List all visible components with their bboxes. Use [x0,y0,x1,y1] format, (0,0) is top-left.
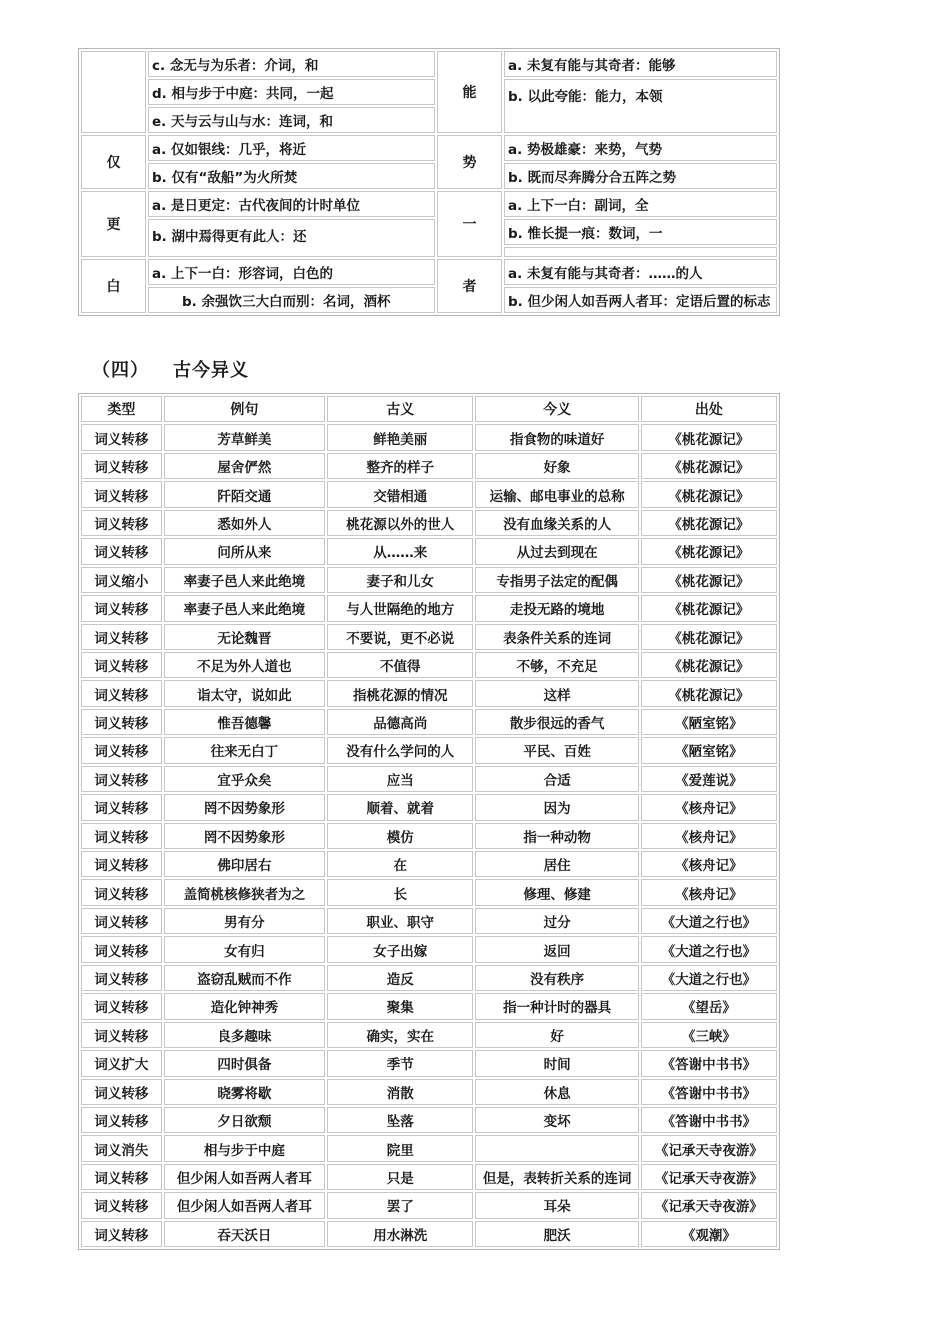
table-header-row [81,396,777,422]
cell-example: 不足为外人道也 [164,652,325,678]
cell-type: 词义转移 [81,823,162,849]
cell-modern-meaning: 因为 [475,794,638,820]
meaning-cell: b. 但少闲人如吾两人者耳：定语后置的标志 [504,287,777,313]
table-row [81,538,777,564]
cell-example: 佛印居右 [164,851,325,877]
cell-ancient-meaning: 模仿 [327,823,473,849]
cell-example: 阡陌交通 [164,481,325,507]
word-row [81,79,777,105]
header-source: 出处 [641,396,777,422]
word-cell-shi: 势 [437,135,502,189]
cell-modern-meaning: 专指男子法定的配偶 [475,567,638,593]
table-row [81,1022,777,1048]
cell-source: 《观潮》 [641,1221,777,1247]
cell-type: 词义转移 [81,481,162,507]
meaning-cell: a. 上下一白：形容词，白色的 [148,259,435,285]
cell-ancient-meaning: 品德高尚 [327,709,473,735]
table-row [81,1192,777,1218]
cell-source: 《记承天寺夜游》 [641,1164,777,1190]
cell-ancient-meaning: 造反 [327,965,473,991]
cell-example: 但少闲人如吾两人者耳 [164,1192,325,1218]
cell-source: 《桃花源记》 [641,595,777,621]
meaning-cell: b. 以此夸能：能力，本领 [504,79,777,133]
cell-type: 词义消失 [81,1135,162,1161]
cell-type: 词义转移 [81,1192,162,1218]
cell-ancient-meaning: 与人世隔绝的地方 [327,595,473,621]
cell-source: 《桃花源记》 [641,652,777,678]
table-row [81,794,777,820]
section-heading [92,356,249,382]
table-row [81,652,777,678]
table-row [81,1079,777,1105]
cell-modern-meaning: 居住 [475,851,638,877]
cell-source: 《答谢中书书》 [641,1050,777,1076]
cell-type: 词义转移 [81,1022,162,1048]
word-meaning-table [78,48,780,316]
meaning-cell: b. 惟长提一痕：数词，一 [504,219,777,245]
section-number: （四） [92,360,149,381]
cell-source: 《望岳》 [641,993,777,1019]
header-ancient-meaning: 古义 [327,396,473,422]
cell-modern-meaning: 指一种计时的器具 [475,993,638,1019]
cell-source: 《大道之行也》 [641,908,777,934]
table-row [81,766,777,792]
cell-ancient-meaning: 季节 [327,1050,473,1076]
cell-type: 词义转移 [81,965,162,991]
table-row [81,1050,777,1076]
cell-example: 但少闲人如吾两人者耳 [164,1164,325,1190]
cell-modern-meaning: 好 [475,1022,638,1048]
cell-example: 造化钟神秀 [164,993,325,1019]
cell-type: 词义转移 [81,766,162,792]
cell-ancient-meaning: 院里 [327,1135,473,1161]
cell-ancient-meaning: 应当 [327,766,473,792]
meaning-cell: a. 仅如银线：几乎，将近 [148,135,435,161]
table-row [81,680,777,706]
cell-source: 《陋室铭》 [641,737,777,763]
word-row [81,163,777,189]
cell-example: 盗窃乱贼而不作 [164,965,325,991]
cell-modern-meaning: 指食物的味道好 [475,424,638,450]
cell-type: 词义转移 [81,453,162,479]
cell-example: 良多趣味 [164,1022,325,1048]
table-row [81,879,777,905]
table-row [81,823,777,849]
cell-example: 屋舍俨然 [164,453,325,479]
cell-example: 悉如外人 [164,510,325,536]
cell-type: 词义转移 [81,908,162,934]
cell-modern-meaning: 返回 [475,936,638,962]
meaning-cell: b. 仅有“敌船”为火所焚 [148,163,435,189]
cell-example: 惟吾德馨 [164,709,325,735]
table-row [81,510,777,536]
cell-ancient-meaning: 顺着、就着 [327,794,473,820]
cell-example: 盖简桃核修狭者为之 [164,879,325,905]
cell-type: 词义转移 [81,1221,162,1247]
cell-modern-meaning: 运输、邮电事业的总称 [475,481,638,507]
cell-example: 男有分 [164,908,325,934]
meaning-cell: b. 既而尽奔腾分合五阵之势 [504,163,777,189]
cell-ancient-meaning: 职业、职守 [327,908,473,934]
word-cell-zhe: 者 [437,259,502,313]
word-cell-jin: 仅 [81,135,146,189]
cell-source: 《记承天寺夜游》 [641,1135,777,1161]
cell-type: 词义转移 [81,993,162,1019]
cell-example: 罔不因势象形 [164,823,325,849]
word-cell-yi: 一 [437,191,502,257]
table-row [81,481,777,507]
meaning-cell: b. 余强饮三大白而别：名词，酒杯 [148,287,435,313]
cell-source: 《爱莲说》 [641,766,777,792]
cell-example: 女有归 [164,936,325,962]
cell-example: 无论魏晋 [164,624,325,650]
cell-source: 《桃花源记》 [641,680,777,706]
cell-modern-meaning: 变坏 [475,1107,638,1133]
cell-type: 词义转移 [81,709,162,735]
word-row [81,191,777,217]
table-row [81,1107,777,1133]
cell-modern-meaning: 散步很远的香气 [475,709,638,735]
cell-source: 《桃花源记》 [641,624,777,650]
word-row [81,135,777,161]
cell-example: 吞天沃日 [164,1221,325,1247]
meaning-cell: e. 天与云与山与水：连词，和 [148,107,435,133]
table-row [81,993,777,1019]
cell-ancient-meaning: 没有什么学问的人 [327,737,473,763]
cell-type: 词义转移 [81,851,162,877]
cell-ancient-meaning: 指桃花源的情况 [327,680,473,706]
cell-modern-meaning: 没有秩序 [475,965,638,991]
cell-modern-meaning: 这样 [475,680,638,706]
cell-example: 诣太守，说如此 [164,680,325,706]
cell-type: 词义转移 [81,879,162,905]
meaning-cell-blank [504,247,777,257]
cell-type: 词义转移 [81,936,162,962]
cell-type: 词义转移 [81,737,162,763]
cell-type: 词义转移 [81,652,162,678]
cell-type: 词义转移 [81,680,162,706]
cell-ancient-meaning: 罢了 [327,1192,473,1218]
word-row [81,287,777,313]
cell-type: 词义转移 [81,595,162,621]
cell-example: 晓雾将歇 [164,1079,325,1105]
cell-ancient-meaning: 长 [327,879,473,905]
cell-source: 《三峡》 [641,1022,777,1048]
table-row [81,851,777,877]
cell-type: 词义转移 [81,538,162,564]
cell-example: 芳草鲜美 [164,424,325,450]
word-row [81,259,777,285]
meaning-cell: a. 是日更定：古代夜间的计时单位 [148,191,435,217]
cell-modern-meaning: 肥沃 [475,1221,638,1247]
cell-ancient-meaning: 桃花源以外的世人 [327,510,473,536]
cell-modern-meaning: 时间 [475,1050,638,1076]
cell-modern-meaning: 好象 [475,453,638,479]
cell-ancient-meaning: 不值得 [327,652,473,678]
meaning-cell: a. 未复有能与其奇者：……的人 [504,259,777,285]
cell-modern-meaning: 不够，不充足 [475,652,638,678]
cell-type: 词义转移 [81,1107,162,1133]
cell-modern-meaning: 耳朵 [475,1192,638,1218]
cell-type: 词义转移 [81,1079,162,1105]
cell-ancient-meaning: 消散 [327,1079,473,1105]
cell-modern-meaning: 休息 [475,1079,638,1105]
table-row [81,1135,777,1161]
cell-type: 词义转移 [81,624,162,650]
cell-type: 词义转移 [81,510,162,536]
meaning-cell: a. 势极雄豪：来势，气势 [504,135,777,161]
cell-ancient-meaning: 妻子和儿女 [327,567,473,593]
cell-ancient-meaning: 女子出嫁 [327,936,473,962]
cell-ancient-meaning: 聚集 [327,993,473,1019]
cell-modern-meaning: 合适 [475,766,638,792]
ancient-modern-meaning-table [78,393,780,1250]
cell-type: 词义转移 [81,794,162,820]
meaning-cell: d. 相与步于中庭：共同，一起 [148,79,435,105]
cell-type: 词义缩小 [81,567,162,593]
table-row [81,709,777,735]
cell-ancient-meaning: 整齐的样子 [327,453,473,479]
cell-source: 《大道之行也》 [641,936,777,962]
cell-modern-meaning: 走投无路的境地 [475,595,638,621]
cell-example: 宜乎众矣 [164,766,325,792]
table-row [81,1221,777,1247]
cell-ancient-meaning: 交错相通 [327,481,473,507]
word-row [81,219,777,245]
cell-modern-meaning: 修理、修建 [475,879,638,905]
cell-source: 《核舟记》 [641,879,777,905]
cell-source: 《桃花源记》 [641,424,777,450]
cell-source: 《桃花源记》 [641,567,777,593]
cell-example: 相与步于中庭 [164,1135,325,1161]
cell-ancient-meaning: 鲜艳美丽 [327,424,473,450]
cell-example: 罔不因势象形 [164,794,325,820]
header-example: 例句 [164,396,325,422]
cell-modern-meaning: 指一种动物 [475,823,638,849]
cell-modern-meaning: 从过去到现在 [475,538,638,564]
cell-ancient-meaning: 不要说，更不必说 [327,624,473,650]
cell-ancient-meaning: 在 [327,851,473,877]
cell-example: 问所从来 [164,538,325,564]
cell-source: 《大道之行也》 [641,965,777,991]
cell-source: 《桃花源记》 [641,538,777,564]
header-type: 类型 [81,396,162,422]
cell-ancient-meaning: 用水淋洗 [327,1221,473,1247]
header-modern-meaning: 今义 [475,396,638,422]
cell-modern-meaning: 平民、百姓 [475,737,638,763]
cell-modern-meaning: 表条件关系的连词 [475,624,638,650]
cell-ancient-meaning: 只是 [327,1164,473,1190]
cell-ancient-meaning: 从……来 [327,538,473,564]
table-row [81,1164,777,1190]
cell-example: 往来无白丁 [164,737,325,763]
word-cell-empty [81,51,146,133]
meaning-cell: c. 念无与为乐者：介词，和 [148,51,435,77]
table-row [81,424,777,450]
table-row [81,737,777,763]
cell-source: 《记承天寺夜游》 [641,1192,777,1218]
table-row [81,965,777,991]
cell-source: 《桃花源记》 [641,510,777,536]
section-title: 古今异义 [173,360,249,381]
table-row [81,595,777,621]
cell-example: 率妻子邑人来此绝境 [164,595,325,621]
table-row [81,936,777,962]
word-cell-bai: 白 [81,259,146,313]
word-cell-geng: 更 [81,191,146,257]
cell-source: 《答谢中书书》 [641,1107,777,1133]
cell-example: 率妻子邑人来此绝境 [164,567,325,593]
cell-type: 词义转移 [81,1164,162,1190]
meaning-cell: b. 湖中焉得更有此人：还 [148,219,435,257]
word-row [81,51,777,77]
table-row [81,908,777,934]
cell-modern-meaning: 但是，表转折关系的连词 [475,1164,638,1190]
cell-example: 四时俱备 [164,1050,325,1076]
cell-source: 《陋室铭》 [641,709,777,735]
cell-type: 词义扩大 [81,1050,162,1076]
cell-source: 《核舟记》 [641,823,777,849]
cell-source: 《桃花源记》 [641,481,777,507]
cell-modern-meaning: 没有血缘关系的人 [475,510,638,536]
cell-ancient-meaning: 确实，实在 [327,1022,473,1048]
meaning-cell: a. 未复有能与其奇者：能够 [504,51,777,77]
cell-modern-meaning [475,1135,638,1161]
table-row [81,453,777,479]
meaning-cell: a. 上下一白：副词，全 [504,191,777,217]
cell-source: 《桃花源记》 [641,453,777,479]
cell-source: 《核舟记》 [641,851,777,877]
cell-type: 词义转移 [81,424,162,450]
cell-source: 《核舟记》 [641,794,777,820]
cell-example: 夕日欲颓 [164,1107,325,1133]
cell-ancient-meaning: 坠落 [327,1107,473,1133]
cell-modern-meaning: 过分 [475,908,638,934]
cell-source: 《答谢中书书》 [641,1079,777,1105]
table-row [81,567,777,593]
word-cell-neng: 能 [437,51,502,133]
table-row [81,624,777,650]
